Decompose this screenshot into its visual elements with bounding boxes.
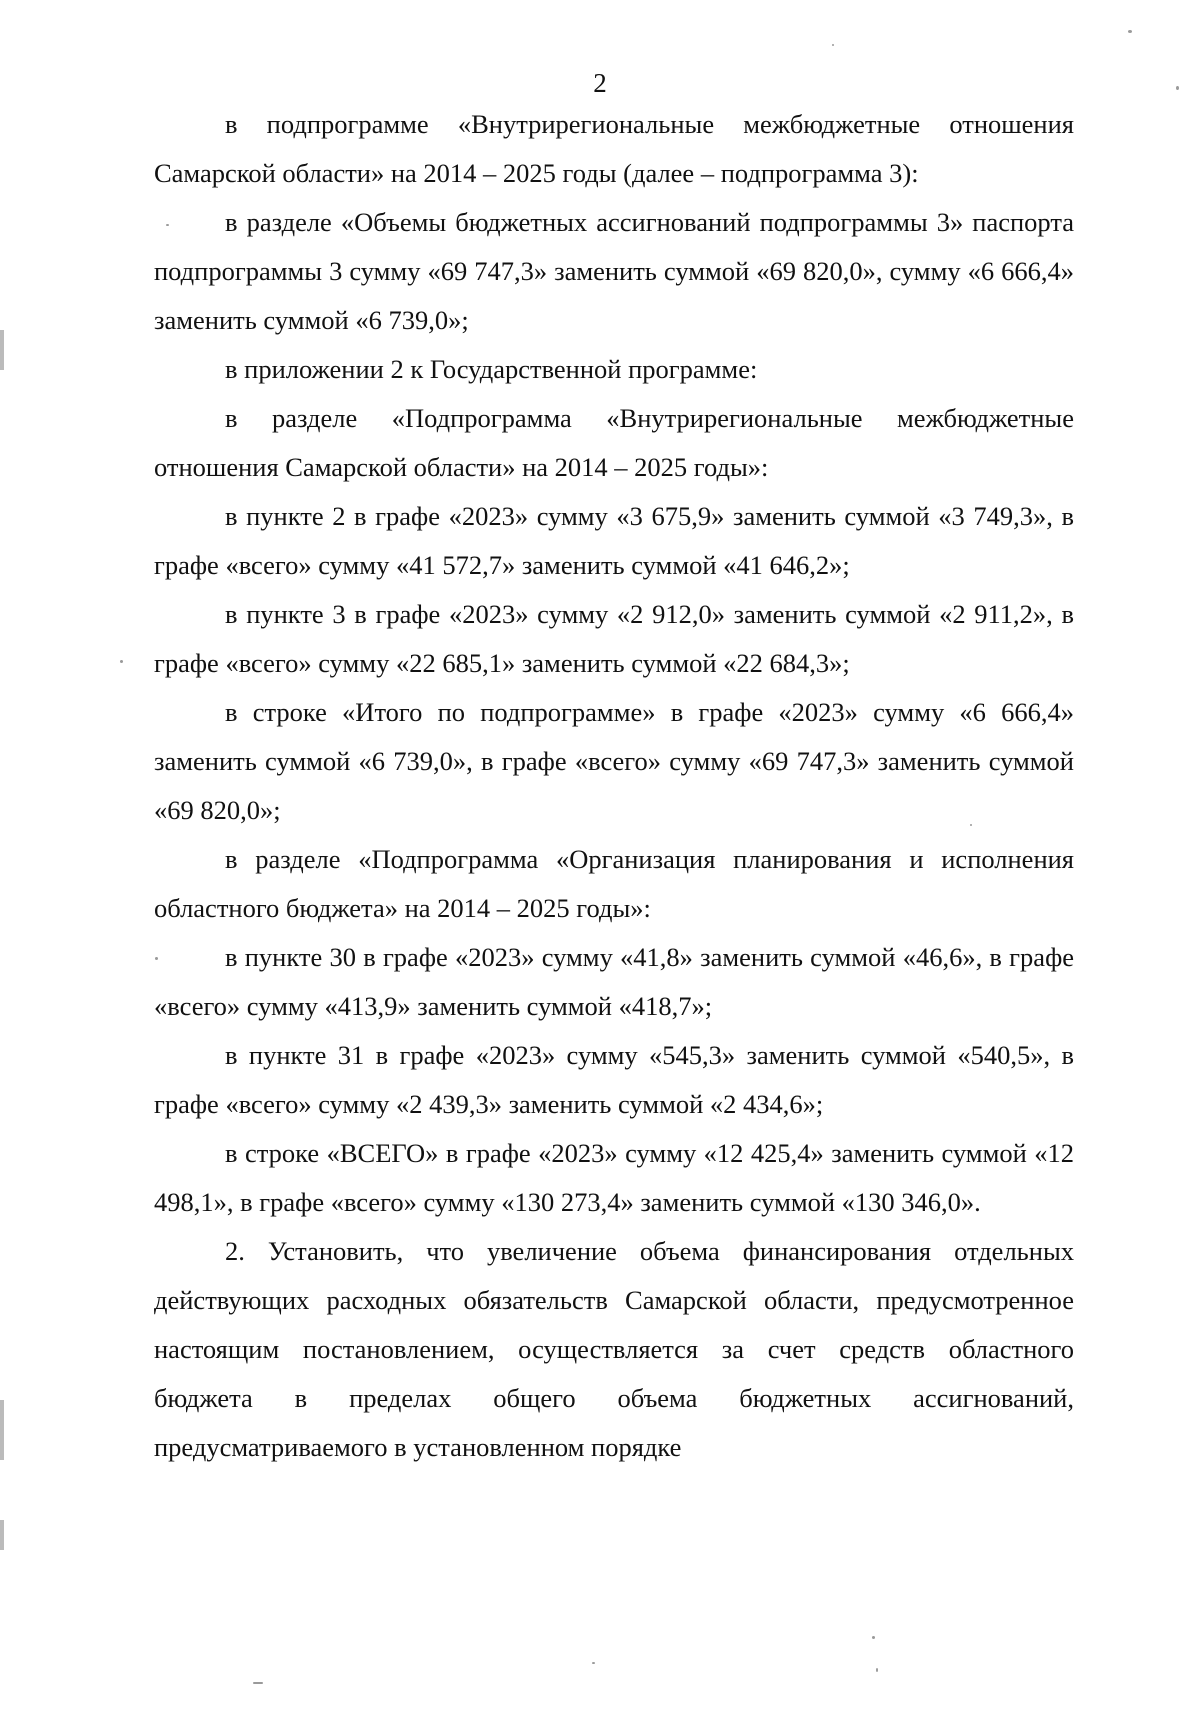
page-number: 2	[593, 68, 607, 98]
paragraph-subprogram-total: в строке «Итого по подпрограмме» в графе «2023» сумму «6 666,4» заменить суммой «6 739,0», в графе «всего» сумму «69 747,3» заменить суммой «69 820,0»;	[154, 697, 1074, 825]
paragraph-grand-total: в строке «ВСЕГО» в графе «2023» сумму «12 425,4» заменить суммой «12 498,1», в графе «всего» сумму «130 273,4» заменить суммой «130 346,0».	[154, 1138, 1074, 1217]
paragraph-subprogram-3-intro: в подпрограмме «Внутрирегиональные межбюджетные отношения Самарской области» на 2014 – 2025 годы (далее – подпрограмма 3):	[154, 109, 1074, 188]
scan-speck	[872, 1636, 875, 1639]
scan-speck	[166, 224, 169, 226]
scan-speck	[592, 1662, 595, 1664]
paragraph-item-30: в пункте 30 в графе «2023» сумму «41,8» заменить суммой «46,6», в графе «всего» сумму «413,9» заменить суммой «418,7»;	[154, 942, 1074, 1021]
paragraph-item-2: в пункте 2 в графе «2023» сумму «3 675,9» заменить суммой «3 749,3», в графе «всего» сумму «41 572,7» заменить суммой «41 646,2»;	[154, 501, 1074, 580]
paragraph-section-interregional: в разделе «Подпрограмма «Внутрирегиональные межбюджетные отношения Самарской области» на 2014 – 2025 годы»:	[154, 403, 1074, 482]
scan-speck	[876, 1668, 878, 1672]
paragraph-section-budget-planning: в разделе «Подпрограмма «Организация планирования и исполнения областного бюджета» на 2014 – 2025 годы»:	[154, 844, 1074, 923]
paragraph-item-31: в пункте 31 в графе «2023» сумму «545,3» заменить суммой «540,5», в графе «всего» сумму «2 439,3» заменить суммой «2 434,6»;	[154, 1040, 1074, 1119]
scan-edge-mark	[0, 1520, 4, 1550]
scan-edge-mark	[0, 330, 4, 370]
document-body	[154, 100, 1074, 1472]
scan-speck	[1176, 86, 1179, 90]
paragraph-passport-section: в разделе «Объемы бюджетных ассигнований подпрограммы 3» паспорта подпрограммы 3 сумму «69 747,3» заменить суммой «69 820,0», сумму «6 666,4» заменить суммой «6 739,0»;	[154, 207, 1074, 335]
paragraph-appendix-2: в приложении 2 к Государственной программе:	[225, 354, 758, 384]
scan-speck	[120, 660, 123, 663]
paragraph-clause-2: 2. Установить, что увеличение объема финансирования отдельных действующих расходных обязательств Самарской области, предусмотренное настоящим постановлением, осуществляется за счет средств областного бюджета в пределах общего объема бюджетных ассигнований, предусматриваемого в установленном порядке	[154, 1236, 1074, 1462]
scan-edge-mark	[0, 1400, 4, 1460]
scan-speck	[832, 44, 834, 46]
paragraph-item-3: в пункте 3 в графе «2023» сумму «2 912,0» заменить суммой «2 911,2», в графе «всего» сумму «22 685,1» заменить суммой «22 684,3»;	[154, 599, 1074, 678]
scan-speck	[1128, 30, 1132, 33]
scan-speck	[155, 957, 158, 960]
scan-speck	[253, 1682, 263, 1684]
scan-speck	[970, 824, 972, 826]
